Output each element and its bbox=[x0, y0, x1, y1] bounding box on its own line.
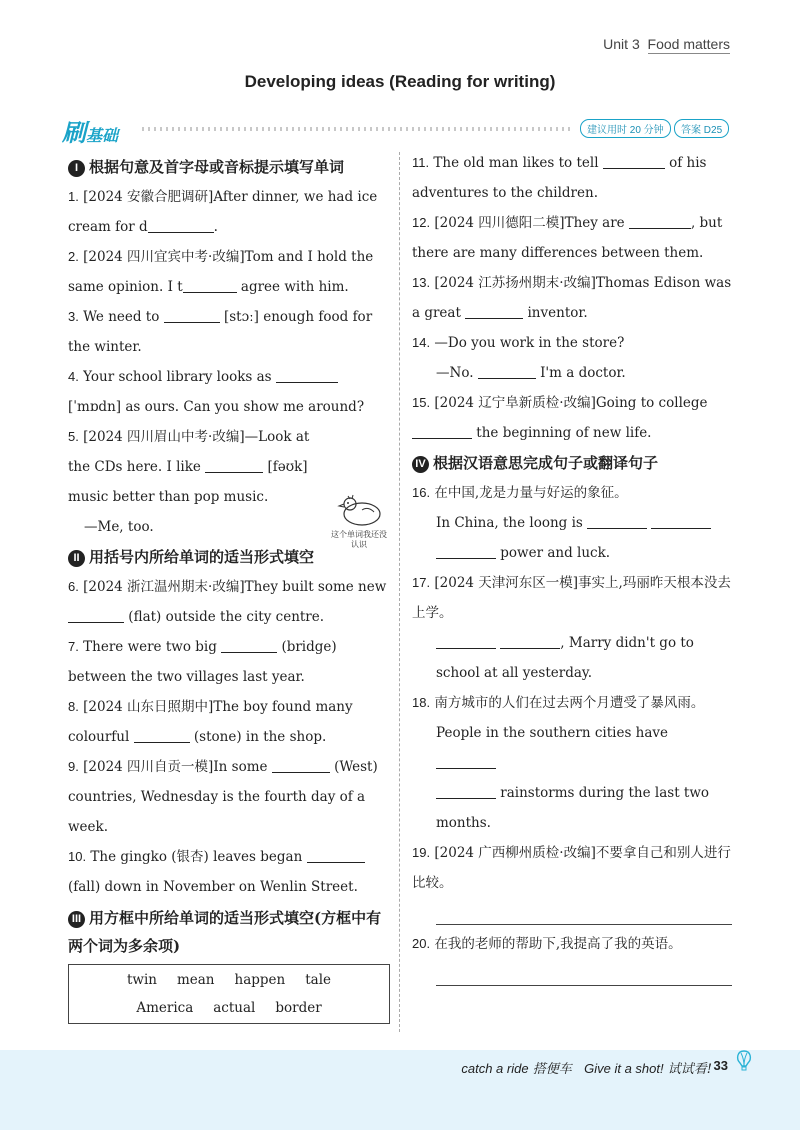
banner-logo bbox=[62, 113, 118, 148]
phonetic-hint: [fəʊk] bbox=[267, 459, 308, 475]
suggested-time-badge bbox=[580, 119, 671, 138]
word-hint: (bridge) bbox=[281, 639, 337, 655]
answer-blank[interactable] bbox=[272, 758, 330, 773]
left-column bbox=[68, 152, 390, 1024]
question-19 bbox=[412, 838, 732, 925]
question-source: [2024 四川德阳二模] bbox=[434, 215, 565, 231]
question-text-end: agree with him. bbox=[236, 279, 349, 295]
chinese-prompt: 不要拿自己和别人进行比较。 bbox=[412, 845, 731, 891]
answer-page: D25 bbox=[703, 125, 723, 136]
logo-sub: 基础 bbox=[86, 128, 119, 145]
box-word: tale bbox=[305, 972, 332, 988]
question-20 bbox=[412, 929, 732, 986]
question-text: We need to bbox=[83, 309, 164, 325]
answer-line[interactable] bbox=[436, 959, 732, 986]
answer-blank[interactable] bbox=[651, 514, 711, 529]
question-number: 6. bbox=[68, 579, 79, 594]
answer-blank[interactable] bbox=[436, 784, 496, 799]
question-17 bbox=[412, 568, 732, 688]
question-number: 19. bbox=[412, 845, 431, 860]
section-title: 根据句意及首字母或音标提示填写单词 bbox=[89, 158, 345, 176]
section-number: III bbox=[68, 911, 85, 928]
question-text-end: countries, Wednesday is the fourth day of a week. bbox=[68, 789, 366, 835]
dialog-question: —Do you work in the store? bbox=[434, 335, 625, 351]
phonetic-hint: [ˈmɒdn] bbox=[68, 399, 122, 415]
answer-blank[interactable] bbox=[221, 638, 277, 653]
section-title: 用方框中所给单词的适当形式填空(方框中有两个词为多余项) bbox=[68, 909, 382, 955]
answer-blank[interactable] bbox=[134, 728, 190, 743]
footer-phrase-en: Give it a shot! bbox=[584, 1061, 664, 1076]
answer-blank[interactable] bbox=[412, 424, 472, 439]
answer-blank[interactable] bbox=[436, 754, 496, 769]
section-4-heading bbox=[412, 448, 732, 478]
question-text-end: outside the city centre. bbox=[161, 609, 325, 625]
question-text-end: the beginning of new life. bbox=[472, 425, 652, 441]
answer-blank[interactable] bbox=[603, 154, 665, 169]
letter-hint: t bbox=[177, 279, 183, 295]
question-text-end: . bbox=[213, 219, 218, 235]
box-word: actual bbox=[213, 1000, 256, 1016]
question-text-end: inventor. bbox=[523, 305, 588, 321]
answer-label: 答案 bbox=[681, 125, 701, 136]
question-source: [2024 安徽合肥调研] bbox=[83, 189, 214, 205]
question-number: 16. bbox=[412, 485, 431, 500]
answer-blank[interactable] bbox=[478, 364, 536, 379]
question-source: [2024 江苏扬州期末·改编] bbox=[434, 275, 596, 291]
question-number: 8. bbox=[68, 699, 79, 714]
answer-blank[interactable] bbox=[148, 218, 214, 233]
question-number: 18. bbox=[412, 695, 431, 710]
banner-decoration bbox=[142, 127, 572, 131]
question-source: [2024 四川自贡一模] bbox=[83, 759, 214, 775]
footer-phrase-en: catch a ride bbox=[461, 1061, 529, 1076]
bird-caption: 这个单词我还没认识 bbox=[331, 530, 387, 549]
question-text: —Look at the CDs here. I like bbox=[68, 429, 310, 475]
question-text: Your school library looks as bbox=[83, 369, 276, 385]
question-source: [2024 广西柳州质检·改编] bbox=[434, 845, 596, 861]
question-text: Thomas Edison was a great bbox=[412, 275, 732, 321]
unit-label: Unit 3 bbox=[603, 36, 640, 52]
question-text-end: down in November on Wenlin Street. bbox=[100, 879, 358, 895]
answer-line[interactable] bbox=[436, 898, 732, 925]
chinese-prompt: 在中国,龙是力量与好运的象征。 bbox=[434, 485, 628, 501]
chinese-prompt: 在我的老师的帮助下,我提高了我的英语。 bbox=[434, 936, 682, 952]
question-text-end: between the two villages last year. bbox=[68, 669, 305, 685]
question-text: The boy found many colourful bbox=[68, 699, 353, 745]
question-text-end: , Marry didn't go to school at all yesterday. bbox=[436, 635, 694, 681]
logo-main: 刷 bbox=[62, 120, 86, 147]
unit-topic: Food matters bbox=[647, 36, 730, 52]
question-text: They are bbox=[564, 215, 629, 231]
section-number: IV bbox=[412, 456, 429, 473]
question-source: [2024 山东日照期中] bbox=[83, 699, 214, 715]
answer-blank[interactable] bbox=[307, 848, 365, 863]
answer-blank[interactable] bbox=[205, 458, 263, 473]
column-divider bbox=[399, 152, 401, 1032]
word-box bbox=[68, 964, 390, 1024]
answer-blank[interactable] bbox=[629, 214, 691, 229]
box-word: twin bbox=[126, 972, 157, 988]
question-number: 1. bbox=[68, 189, 79, 204]
question-8 bbox=[68, 692, 390, 752]
question-text: The gingko (银杏) leaves began bbox=[90, 849, 307, 865]
question-11 bbox=[412, 148, 732, 208]
box-word: America bbox=[136, 1000, 194, 1016]
dialog-reply: —Me, too. bbox=[84, 519, 154, 535]
answer-blank[interactable] bbox=[500, 634, 560, 649]
question-12 bbox=[412, 208, 732, 268]
question-number: 12. bbox=[412, 215, 431, 230]
question-text-end: rainstorms during the last two months. bbox=[436, 785, 710, 831]
question-text: Tom and I hold the same opinion. I bbox=[68, 249, 374, 295]
answer-blank[interactable] bbox=[587, 514, 647, 529]
question-number: 9. bbox=[68, 759, 79, 774]
section-banner bbox=[62, 113, 732, 147]
question-text-end: I'm a doctor. bbox=[535, 365, 626, 381]
section-number: II bbox=[68, 550, 85, 567]
question-number: 15. bbox=[412, 395, 431, 410]
word-hint: (fall) bbox=[68, 879, 101, 895]
question-number: 17. bbox=[412, 575, 431, 590]
unit-header bbox=[603, 36, 730, 52]
question-16 bbox=[412, 478, 732, 568]
answer-badge bbox=[674, 119, 729, 138]
question-source: [2024 浙江温州期末·改编] bbox=[83, 579, 245, 595]
word-hint: (stone) bbox=[193, 729, 242, 745]
word-box-row-2 bbox=[69, 994, 389, 1022]
question-text: They built some new bbox=[244, 579, 387, 595]
question-number: 3. bbox=[68, 309, 79, 324]
question-6 bbox=[68, 572, 390, 632]
question-text-end: , but there are many differences between them. bbox=[412, 215, 723, 261]
answer-blank[interactable] bbox=[436, 634, 496, 649]
right-column bbox=[412, 148, 732, 986]
chinese-prompt: 事实上,玛丽昨天根本没去上学。 bbox=[412, 575, 731, 621]
question-number: 14. bbox=[412, 335, 431, 350]
section-number: I bbox=[68, 160, 85, 177]
question-source: [2024 辽宁阜新质检·改编] bbox=[434, 395, 596, 411]
footer-phrases bbox=[461, 1058, 712, 1077]
answer-blank[interactable] bbox=[68, 608, 124, 623]
question-number: 2. bbox=[68, 249, 79, 264]
answer-blank[interactable] bbox=[465, 304, 523, 319]
question-text: In some bbox=[213, 759, 272, 775]
answer-blank[interactable] bbox=[164, 308, 220, 323]
question-text-end: enough food for the winter. bbox=[68, 309, 373, 355]
footer-phrase-cn: 试试看! bbox=[667, 1062, 712, 1077]
word-hint: (flat) bbox=[128, 609, 162, 625]
section-title: 用括号内所给单词的适当形式填空 bbox=[89, 548, 315, 566]
box-word: border bbox=[275, 1000, 322, 1016]
question-number: 13. bbox=[412, 275, 431, 290]
question-18 bbox=[412, 688, 732, 838]
question-text-end: as ours. Can you show me around? bbox=[121, 399, 365, 415]
question-3 bbox=[68, 302, 390, 362]
question-7 bbox=[68, 632, 390, 692]
question-source: [2024 天津河东区一模] bbox=[434, 575, 579, 591]
page-number: 33 bbox=[713, 1058, 728, 1073]
page-title: Developing ideas (Reading for writing) bbox=[244, 72, 556, 91]
question-9 bbox=[68, 752, 390, 842]
bird-doodle-icon bbox=[336, 492, 386, 530]
question-text: Going to college bbox=[595, 395, 708, 411]
section-title: 根据汉语意思完成句子或翻译句子 bbox=[433, 454, 659, 472]
question-text: There were two big bbox=[83, 639, 222, 655]
balloon-icon bbox=[734, 1050, 754, 1072]
time-value: 20 分钟 bbox=[629, 125, 664, 136]
question-number: 4. bbox=[68, 369, 79, 384]
chinese-prompt: 南方城市的人们在过去两个月遭受了暴风雨。 bbox=[434, 695, 705, 711]
question-text: —No. bbox=[436, 365, 478, 381]
question-15 bbox=[412, 388, 732, 448]
dialog-answer bbox=[412, 358, 732, 388]
word-hint: (West) bbox=[334, 759, 378, 775]
question-number: 11. bbox=[412, 155, 430, 170]
question-4 bbox=[68, 362, 390, 422]
question-text-end: of his adventures to the children. bbox=[412, 155, 707, 201]
question-number: 20. bbox=[412, 936, 431, 951]
box-word: happen bbox=[234, 972, 286, 988]
question-source: [2024 四川宜宾中考·改编] bbox=[83, 249, 245, 265]
question-number: 5. bbox=[68, 429, 79, 444]
word-box-row-1 bbox=[69, 966, 389, 994]
answer-blank[interactable] bbox=[436, 544, 496, 559]
box-word: mean bbox=[176, 972, 215, 988]
footer-phrase-cn: 搭便车 bbox=[532, 1062, 572, 1077]
question-text-end: power and luck. bbox=[496, 545, 611, 561]
phonetic-hint: [stɔː] bbox=[223, 309, 259, 325]
question-text: People in the southern cities have bbox=[436, 725, 669, 741]
time-label: 建议用时 bbox=[587, 125, 627, 136]
answer-blank[interactable] bbox=[183, 278, 237, 293]
letter-hint: d bbox=[139, 219, 148, 235]
question-text: In China, the loong is bbox=[436, 515, 588, 531]
question-text-end: in the shop. bbox=[241, 729, 327, 745]
answer-blank[interactable] bbox=[276, 368, 338, 383]
question-1 bbox=[68, 182, 390, 242]
question-source: [2024 四川眉山中考·改编] bbox=[83, 429, 245, 445]
section-1-heading bbox=[68, 152, 390, 182]
question-10 bbox=[68, 842, 390, 902]
question-text-end: music better than pop music. bbox=[68, 489, 269, 505]
question-14 bbox=[412, 328, 732, 388]
question-number: 7. bbox=[68, 639, 79, 654]
question-text: After dinner, we had ice cream for bbox=[68, 189, 378, 235]
question-13 bbox=[412, 268, 732, 328]
question-number: 10. bbox=[68, 849, 87, 864]
section-3-heading bbox=[68, 904, 390, 960]
question-text: The old man likes to tell bbox=[433, 155, 603, 171]
question-2 bbox=[68, 242, 390, 302]
